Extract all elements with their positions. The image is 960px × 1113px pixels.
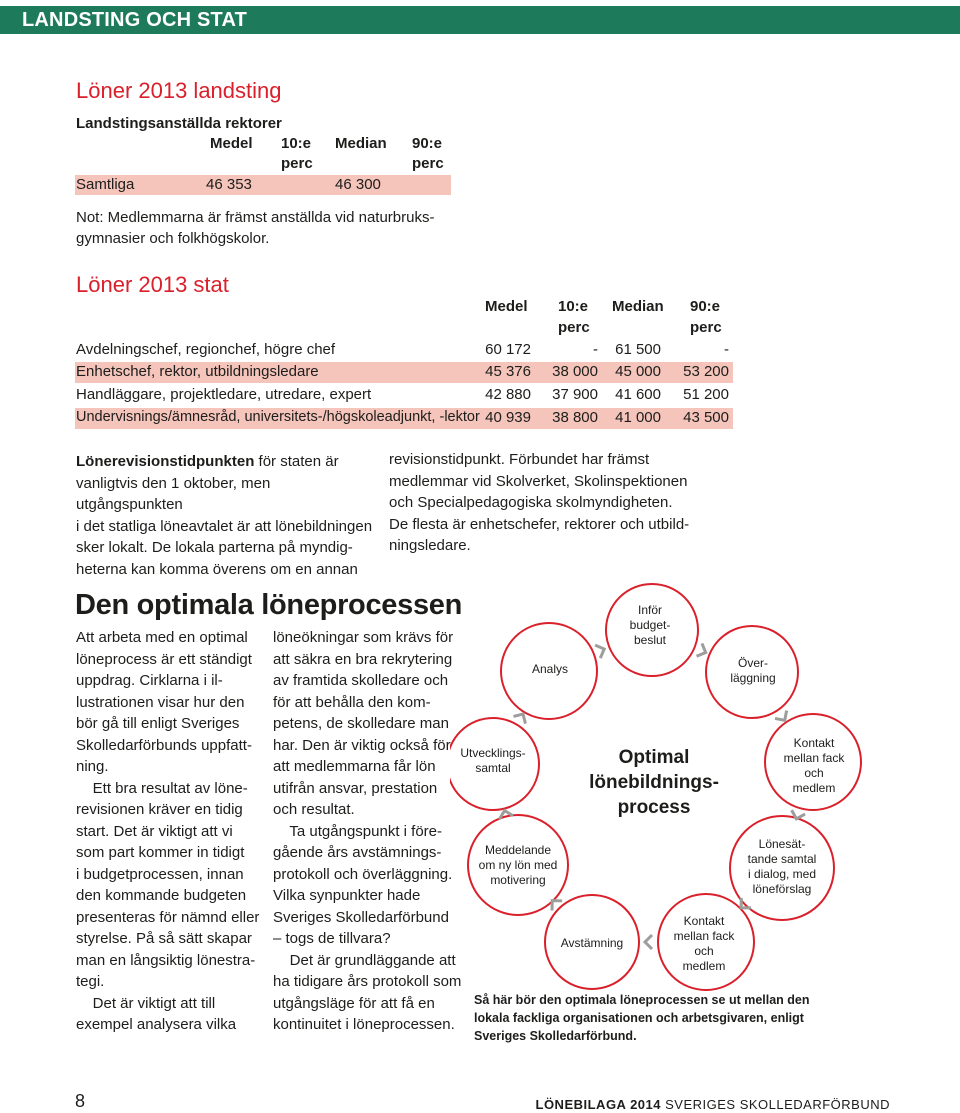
process-text-line: start. Det är viktigt att vi	[76, 822, 233, 840]
process-text-line: i budgetprocessen, innan	[76, 865, 244, 883]
process-text-line: löneprocess är ett ständigt	[76, 650, 252, 668]
revision-right-text	[389, 449, 709, 557]
circle-label-utvecklingssamtal	[448, 746, 538, 776]
circle-label-lonesattande-samtal	[738, 837, 826, 897]
process-text-line: utifrån ansvar, prestation	[273, 779, 438, 797]
row-median: 46 300	[335, 176, 381, 193]
stat-col-p10-sub: perc	[558, 319, 590, 336]
process-text-line: gående års avstämnings-	[273, 844, 442, 861]
flow-arrow	[513, 714, 525, 724]
stat-row	[75, 385, 733, 406]
process-text-line: – togs de tillvara?	[273, 930, 391, 947]
row-p10: 38 000	[552, 363, 598, 380]
process-text-line: och resultat.	[273, 801, 355, 818]
stat-row	[75, 408, 733, 429]
process-text-line: som part kommer in tidigt	[76, 844, 245, 861]
landsting-row-samtliga	[75, 175, 451, 195]
publication-bold: LÖNEBILAGA 2014	[535, 1097, 661, 1112]
process-text-line: presenteras för nämnd eller	[76, 908, 260, 926]
process-text-line: den kommande budgeten	[76, 887, 247, 904]
revision-lead: Lönerevisionstidpunkten	[76, 453, 255, 470]
process-text-line: har. Den är viktig också för	[273, 736, 451, 754]
process-text-line: kontinuitet i löneprocessen.	[273, 1016, 455, 1033]
process-text-line: Vilka synpunkter hade	[273, 887, 421, 904]
diagram-center-title	[575, 745, 733, 820]
circle-label-line: om ny lön med	[478, 858, 558, 872]
row-p10: -	[593, 341, 598, 358]
row-p90: 51 200	[683, 386, 729, 403]
row-medel: 42 880	[485, 386, 531, 403]
circle-label-line: motivering	[490, 873, 546, 887]
circle-label-line: budget-	[629, 618, 671, 632]
circle-label-line: tande samtal	[747, 852, 817, 866]
flow-arrow	[775, 711, 787, 721]
center-line: Optimal	[618, 747, 690, 768]
diagram-caption	[474, 991, 834, 1045]
circle-label-line: Analys	[531, 662, 569, 676]
row-medel: 60 172	[485, 341, 531, 358]
circle-label-line: Avstämning	[560, 936, 624, 950]
process-heading: Den optimala löneprocessen	[75, 589, 463, 621]
circle-label-kontakt-fack-medlem	[771, 736, 857, 796]
landsting-subheading: Landstingsanställda rektorer	[76, 115, 282, 132]
circle-label-line: i dialog, med	[747, 867, 817, 881]
process-text-line: att säkra en bra rekrytering	[273, 650, 453, 668]
caption-line: Så här bör den optimala löneprocessen se ut mellan den	[474, 993, 810, 1007]
circle-label-analys	[509, 662, 591, 677]
circle-label-line: beslut	[633, 633, 667, 647]
process-text-line: Skolledarförbunds uppfatt-	[76, 736, 252, 754]
publication-name	[536, 1097, 891, 1112]
row-p90: 53 200	[683, 363, 729, 380]
revision-line: för staten är	[254, 453, 339, 470]
stat-row	[75, 362, 733, 383]
landsting-col-p10: 10:e	[281, 135, 312, 152]
circle-label-line: mellan fack	[783, 751, 845, 765]
row-label: Avdelningschef, regionchef, högre chef	[76, 341, 336, 358]
row-median: 41 000	[615, 409, 661, 426]
banner-title: LANDSTING OCH STAT	[22, 9, 248, 31]
process-text-line: petens, de skolledare man	[273, 715, 449, 732]
landsting-col-median: Median	[335, 135, 387, 152]
process-column-2	[273, 627, 473, 1036]
process-text-line: protokoll och överläggning.	[273, 865, 453, 883]
flow-arrow	[595, 645, 604, 658]
circle-label-line: Kontakt	[683, 914, 725, 928]
revision-line: i det statliga löneavtalet är att lönebildningen	[76, 517, 373, 535]
flow-arrow	[645, 935, 652, 949]
center-line: process	[617, 797, 691, 818]
process-text-line: Det är grundläggande att	[273, 951, 456, 969]
row-p10: 38 800	[552, 409, 598, 426]
circle-label-line: Lönesät-	[758, 837, 806, 851]
circle-label-line: Över-	[738, 656, 768, 670]
circle-label-line: mellan fack	[673, 929, 735, 943]
revision-line: vanligtvis den 1 oktober, men utgångspunkten	[76, 474, 271, 513]
process-text-line: att medlemmarna får lön	[273, 758, 436, 775]
process-text-line: man en långsiktig lönestra-	[76, 951, 256, 969]
landsting-note-1: Not: Medlemmarna är främst anställda vid naturbruks-	[76, 209, 435, 226]
circle-label-line: läggning	[730, 671, 776, 685]
row-p10: 37 900	[552, 386, 598, 403]
process-text-line: löneökningar som krävs för	[273, 629, 454, 646]
revision-line: De flesta är enhetschefer, rektorer och utbild-	[389, 515, 690, 533]
section-banner	[0, 6, 960, 34]
row-p90: -	[724, 341, 729, 358]
process-text-line: för att behålla den kom-	[273, 693, 431, 711]
caption-line: Sveriges Skolledarförbund.	[474, 1029, 637, 1043]
row-median: 61 500	[615, 341, 661, 358]
process-text-line: Ett bra resultat av löne-	[76, 779, 248, 797]
circle-label-overlaggning	[712, 656, 794, 686]
process-text-line: ha tidigare års protokoll som	[273, 973, 462, 990]
circle-label-infor-budgetbeslut	[612, 603, 688, 648]
stat-col-p10: 10:e	[558, 298, 589, 315]
process-text-line: lustrationen visar hur den	[76, 693, 245, 711]
publication-rest: SVERIGES SKOLLEDARFÖRBUND	[661, 1097, 890, 1112]
revision-left-text	[76, 451, 376, 580]
circle-label-kontakt-fack-medlem-2	[662, 914, 746, 974]
stat-col-p90: 90:e	[690, 298, 721, 315]
circle-label-line: Meddelande	[484, 843, 552, 857]
row-p90: 43 500	[683, 409, 729, 426]
row-label: Enhetschef, rektor, utbildningsledare	[76, 363, 319, 380]
stat-col-medel: Medel	[485, 298, 528, 315]
circle-label-line: medlem	[792, 781, 836, 795]
process-text-line: Sveriges Skolledarförbund	[273, 908, 449, 926]
landsting-col-medel: Medel	[210, 135, 253, 152]
landsting-col-p90-sub: perc	[412, 155, 444, 172]
process-text-line: styrelse. På så sätt skapar	[76, 930, 252, 947]
row-label: Samtliga	[76, 176, 135, 193]
row-medel: 40 939	[485, 409, 531, 426]
landsting-note-2: gymnasier och folkhögskolor.	[76, 230, 270, 247]
process-text-line: ning.	[76, 758, 109, 775]
flow-arrow	[697, 643, 706, 656]
circle-label-line: Inför	[637, 603, 662, 617]
circle-label-line: och	[694, 944, 714, 958]
page-number: 8	[75, 1091, 86, 1111]
process-column-1	[76, 627, 266, 1036]
revision-line: revisionstidpunkt. Förbundet har främst	[389, 451, 650, 468]
revision-line: medlemmar vid Skolverket, Skolinspektionen	[389, 472, 688, 490]
stat-col-median: Median	[612, 298, 664, 315]
revision-line: sker lokalt. De lokala parterna på myndig-	[76, 539, 353, 556]
process-text-line: utgångsläge för att få en	[273, 994, 435, 1012]
revision-line: och Specialpedagogiska skolmyndigheten.	[389, 494, 673, 511]
process-text-line: exempel analysera vilka	[76, 1016, 237, 1033]
landsting-heading: Löner 2013 landsting	[76, 78, 282, 103]
landsting-col-p10-sub: perc	[281, 155, 313, 172]
row-median: 45 000	[615, 363, 661, 380]
caption-line: lokala fackliga organisationen och arbetsgivaren, enligt	[474, 1011, 804, 1025]
stat-heading: Löner 2013 stat	[76, 272, 229, 297]
process-text-line: Det är viktigt att till	[76, 994, 216, 1012]
process-text-line: Att arbeta med en optimal	[76, 629, 248, 646]
circle-label-line: samtal	[475, 761, 511, 775]
revision-line: heterna kan komma överens om en annan	[76, 560, 358, 578]
row-label: Handläggare, projektledare, utredare, expert	[76, 386, 372, 403]
process-text-line: uppdrag. Cirklarna i il-	[76, 672, 223, 689]
center-line: lönebildnings-	[589, 772, 719, 793]
process-text-line: revisionen kräver en tidig	[76, 801, 243, 818]
circle-label-avstamning	[548, 936, 636, 951]
circle-label-line: löneförslag	[752, 882, 812, 896]
row-median: 41 600	[615, 386, 661, 403]
stat-row	[75, 340, 733, 361]
row-label: Undervisnings/ämnesråd, universitets-/högskoleadjunkt, -lektor	[76, 409, 480, 425]
stat-col-p90-sub: perc	[690, 319, 722, 336]
revision-line: ningsledare.	[389, 537, 471, 554]
circle-label-line: Kontakt	[793, 736, 835, 750]
circle-label-line: och	[804, 766, 824, 780]
circle-label-meddelande	[476, 843, 560, 888]
row-medel: 46 353	[206, 176, 252, 193]
process-text-line: bör gå till enligt Sveriges	[76, 715, 240, 732]
landsting-col-p90: 90:e	[412, 135, 443, 152]
row-medel: 45 376	[485, 363, 531, 380]
process-text-line: tegi.	[76, 973, 105, 990]
process-text-line: av framtida skolledare och	[273, 672, 449, 689]
circle-label-line: Utvecklings-	[460, 746, 526, 760]
process-text-line: Ta utgångspunkt i före-	[273, 822, 442, 840]
circle-label-line: medlem	[682, 959, 726, 973]
